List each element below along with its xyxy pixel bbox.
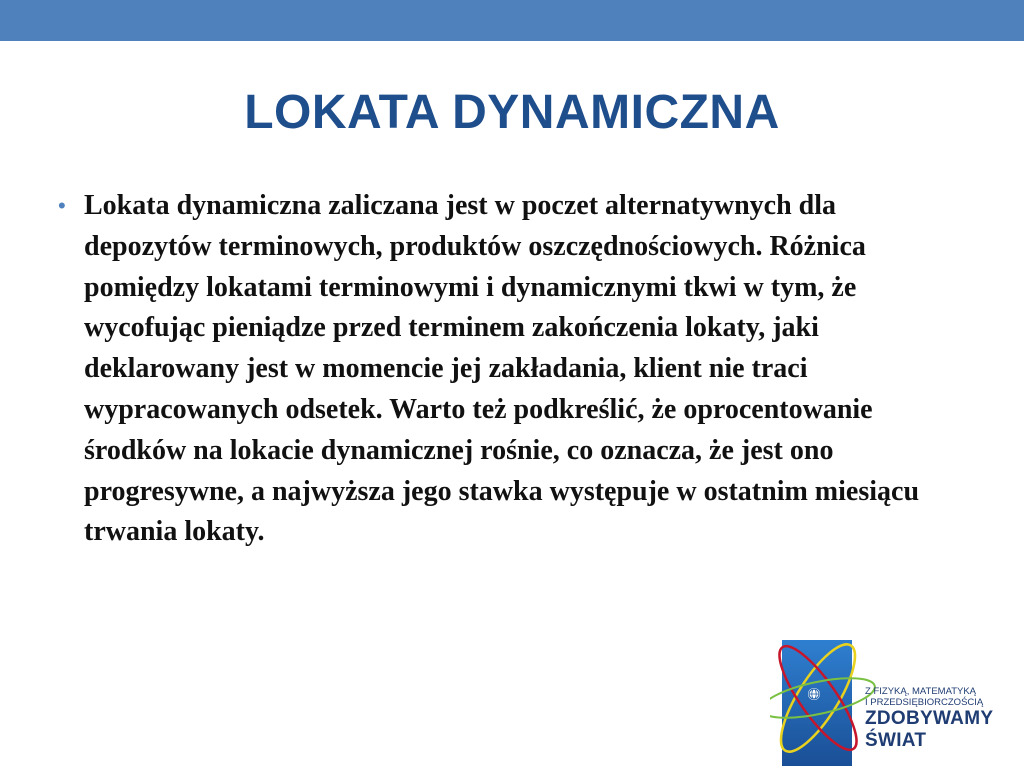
- bullet-text: Lokata dynamiczna zaliczana jest w poczet alternatywnych dla depozytów terminowych, produktów oszczędnościowych. Różnica pomiędzy lokatami terminowymi i dynamicznymi tkwi w tym, że wycofując pieniądze przed terminem zakończenia lokaty, jaki deklarowany jest w momencie jej zakładania, klient nie traci wypracowanych odsetek. Warto też podkreślić, że oprocentowanie środków na lokacie dynamicznej rośnie, co oznacza, że jest ono progresywne, a najwyższa jego stawka występuje w ostatnim miesiącu trwania lokaty.: [84, 190, 920, 548]
- logo-line-1: Z FIZYKĄ, MATEMATYKĄ: [865, 686, 977, 697]
- slide-title: LOKATA DYNAMICZNA: [244, 86, 780, 139]
- bullet-icon: •: [58, 193, 66, 218]
- logo-line-2: I PRZEDSIĘBIORCZOŚCIĄ: [865, 697, 984, 708]
- bullet-item: [58, 186, 958, 553]
- logo-text: [865, 686, 993, 752]
- top-accent-bar: [0, 0, 1024, 41]
- logo-line-3: ZDOBYWAMY: [865, 708, 994, 729]
- logo: [770, 622, 1024, 768]
- bullet-list: [58, 186, 958, 553]
- logo-line-4: ŚWIAT: [865, 730, 927, 751]
